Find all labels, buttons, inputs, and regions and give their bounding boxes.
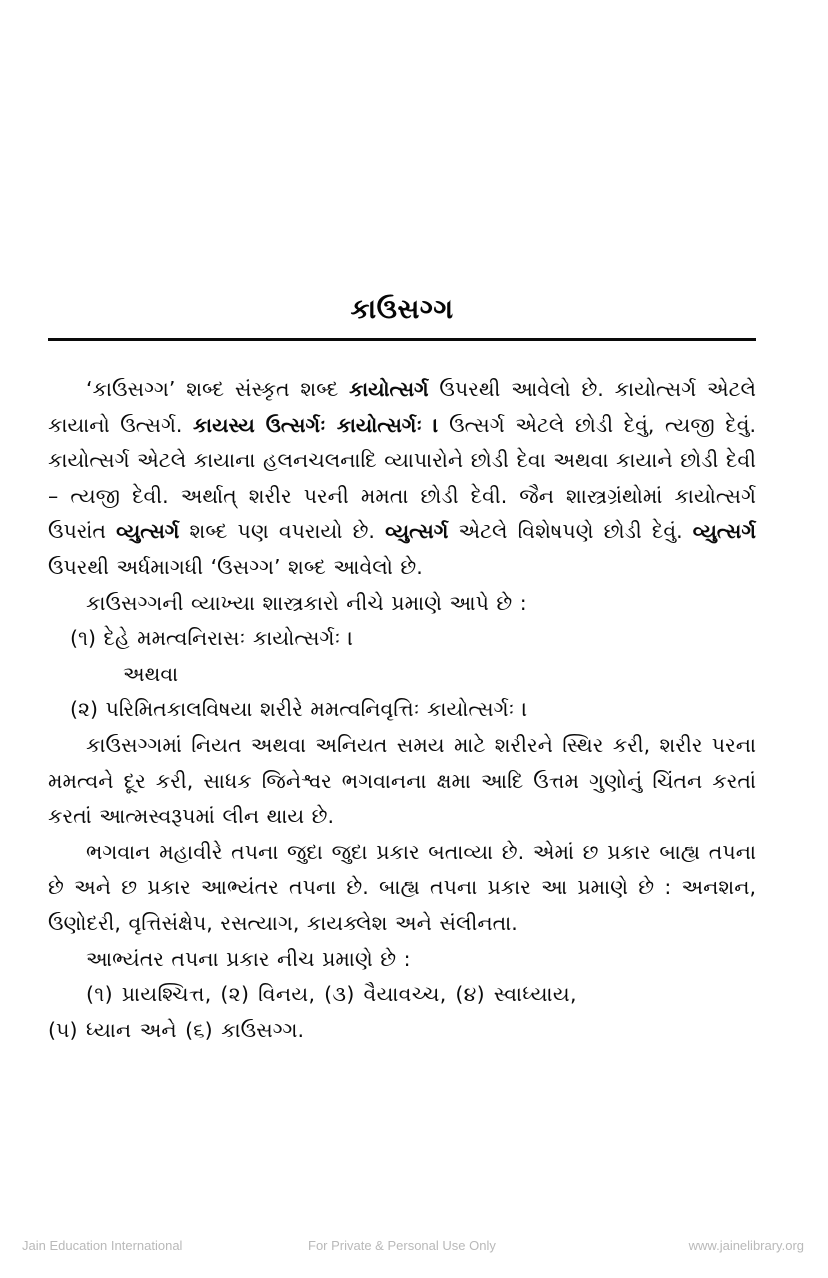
para1-part-b: ઉપરથી આવેલો છે. કાયોત્સર્ગ એટલે કાયાનો ઉત્સર્ગ. [48, 377, 757, 437]
title-divider [48, 338, 756, 341]
para1-part-a: ‘કાઉસગ્ગ’ શબ્દ સંસ્કૃત શબ્દ [86, 377, 350, 401]
para1-part-d: શબ્દ પણ વપરાયો છે. [179, 519, 386, 544]
athava-separator: અથવા [123, 661, 179, 686]
footer-publisher: Jain Education International [22, 1238, 183, 1253]
internal-tapa-list-line-1: (૧) પ્રાયશ્ચિત્ત, (૨) વિનય, (૩) વૈયાવચ્ચ, (૪) સ્વાધ્યાય, [86, 982, 577, 1007]
para1-term-vyutsarga-1: વ્યુત્સર્ગ [116, 519, 180, 544]
paragraph-mahavir-tapa: ભગવાન મહાવીરે તપના જુદા જુદા પ્રકાર બતાવ્યા છે. એમાં છ પ્રકાર બાહ્ય તપના છે અને છ પ્રકાર આભ્યંતર તપના છે. બાહ્ય તપના પ્રકાર આ પ્રમાણે છે : અનશન, ઉણોદરી, વૃત્તિસંક્ષેપ, રસત્યાગ, કાયક્લેશ અને સંલીનતા. [48, 839, 756, 935]
para1-term-kayotsarga: કાયોત્સર્ગ [349, 377, 429, 401]
para1-part-e: એટલે વિશેષપણે છોડી દેવું. [448, 519, 693, 544]
para1-part-c: ઉત્સર્ગ એટલે છોડી દેવું, ત્યજી દેવું. કાયોત્સર્ગ એટલે કાયાના હલનચલનાદિ વ્યાપારોને છોડી દેવા અથવા કાયાને છોડી દેવી – ત્યજી દેવી. અર્થાત્ શરીર પરની મમતા છોડી દેવી. જૈન શાસ્ત્રગ્રંથોમાં કાયોત્સર્ગ ઉપરાંત [48, 412, 756, 544]
body-text [48, 372, 756, 1048]
paragraph-definition-origin [48, 372, 756, 586]
page-title: કાઉસગ્ગ [350, 294, 454, 325]
paragraph-kausagg-practice: કાઉસગ્ગમાં નિયત અથવા અનિયત સમય માટે શરીરને સ્થિર કરી, શરીર પરના મમત્વને દૂર કરી, સાધક જિનેશ્વર ભગવાનના ક્ષમા આદિ ઉત્તમ ગુણોનું ચિંતન કરતાં કરતાં આત્મસ્વરૂપમાં લીન થાય છે. [48, 732, 756, 829]
para1-part-f: ઉપરથી અર્ધમાગધી ‘ઉસગ્ગ’ શબ્દ આવેલો છે. [48, 554, 423, 579]
definition-item-2: (૨) પરિમિતકાલવિષયા શરીરે મમત્વનિવૃત્તિઃ કાયોત્સર્ગઃ । [70, 697, 528, 722]
definition-item-1: (૧) દેહે મમત્વનિરાસઃ કાયોત્સર્ગઃ । [70, 626, 354, 651]
paragraph-definitions-intro: કાઉસગ્ગની વ્યાખ્યા શાસ્ત્રકારો નીચે પ્રમાણે આપે છે : [86, 590, 527, 615]
footer-usage-notice: For Private & Personal Use Only [308, 1238, 496, 1253]
internal-tapa-list-line-2: (૫) ધ્યાન અને (૬) કાઉસગ્ગ. [48, 1017, 305, 1042]
para1-sanskrit-quote: કાયસ્ય ઉત્સર્ગઃ કાયોત્સર્ગઃ । [193, 412, 439, 437]
page-footer [0, 1238, 828, 1260]
paragraph-internal-tapa-intro: આભ્યંતર તપના પ્રકાર નીચ પ્રમાણે છે : [86, 946, 411, 971]
title-block [48, 296, 756, 341]
para1-term-vyutsarga-2: વ્યુત્સર્ગ [385, 519, 449, 544]
footer-website: www.jainelibrary.org [688, 1238, 804, 1253]
para1-term-vyutsarga-3: વ્યુત્સર્ગ [692, 519, 756, 544]
